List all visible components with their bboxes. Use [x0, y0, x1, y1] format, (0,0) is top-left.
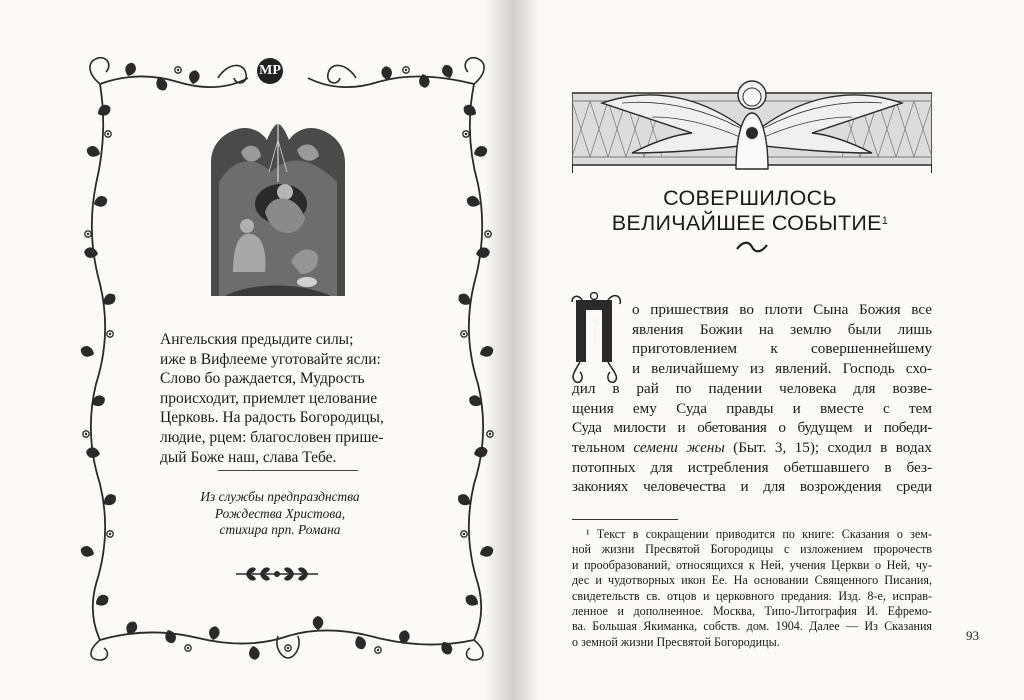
chapter-title-line2-text: ВЕЛИЧАЙШЕЕ СОБЫТИЕ: [611, 211, 882, 235]
tilde-ornament: [735, 240, 769, 254]
body-line: Суда милости и обетования о будущем и победи-: [572, 419, 932, 437]
body-text-segment: тельном: [572, 438, 625, 456]
chapter-body-text: [572, 300, 932, 497]
body-line: приготовлением к совершеннейшему: [632, 340, 932, 358]
body-line: явления Божии на землю были лишь: [632, 320, 932, 338]
angel-headpiece-ornament: [572, 73, 932, 173]
hymn-line: иже в Вифлееме уготовайте ясли:: [160, 350, 381, 368]
hymn-line: дый Боже наш, слава Тебе.: [160, 448, 337, 466]
page-number: 93: [966, 628, 979, 643]
body-line: щения ему Суда правды и вместе с тем: [572, 399, 932, 417]
body-line: и величайшему из явлений. Господь схо-: [632, 360, 932, 378]
footnote-divider: [572, 519, 678, 520]
hymn-line: Церковь. На радость Богородицы,: [160, 409, 384, 427]
theotokos-monogram: МР: [257, 58, 283, 84]
footnote-line: ва. Большая Якиманка, собств. дом. 1904. Далее — Из Сказания: [572, 619, 932, 634]
source-line: Из службы предпразднства: [200, 489, 360, 504]
laurel-sprig-ornament: [232, 562, 322, 586]
chapter-title: [572, 186, 928, 236]
footnote-line: дес и чудотворных икон Ее. На основании Священного Писания,: [572, 573, 932, 588]
chapter-title-line1: СОВЕРШИЛОСЬ: [663, 186, 837, 210]
source-line: Рождества Христова,: [214, 505, 346, 521]
hymn-text: [160, 330, 396, 467]
body-line: о пришествия во плоти Сына Божия все: [632, 301, 932, 318]
body-line: дил в рай по падении человека для возве-: [572, 379, 932, 397]
divider-rule: [218, 470, 358, 471]
footnote-mark: 1: [881, 215, 889, 227]
body-line-with-italic: [572, 438, 932, 458]
body-line: закониях человечества и для возрождения среди: [572, 478, 932, 496]
footnote-line: свидетельств св. отцов и церковного предания. Изд. 8-е, исправ-: [572, 588, 932, 603]
hymn-line: происходит, приемлет целование: [160, 389, 378, 407]
hymn-line: Слово бо раждается, Мудрость: [160, 370, 365, 388]
footnote-line: и прообразований, относящихся к Ней, учения Церкви о Ней, чу-: [572, 557, 932, 572]
hymn-source-caption: [180, 489, 380, 539]
body-text-segment: (Быт. 3, 15); сходил в водах: [733, 438, 932, 456]
footnote-line: ленное и дополненное. Москва, Типо-Литография И. Ефремо-: [572, 604, 932, 619]
hymn-line: людие, рцем: благословен прише-: [160, 428, 384, 446]
footnote-line: о земной жизни Пресвятой Богородицы.: [572, 634, 780, 649]
source-line: стихира прп. Романа: [219, 522, 341, 537]
body-line: потопных для истребления обетшавшего в без-: [572, 458, 932, 476]
hymn-line: Ангельския предыдите силы;: [160, 331, 354, 348]
chapter-title-line2: [572, 211, 928, 236]
nativity-icon-image: [211, 122, 345, 296]
footnote-text: [572, 527, 932, 650]
italic-phrase: семени жены: [633, 438, 725, 456]
footnote-line: ной жизни Пресвятой Богородицы с изложением пророчеств: [572, 542, 932, 557]
footnote-line: ¹ Текст в сокращении приводится по книге: Сказания о зем-: [586, 527, 932, 541]
